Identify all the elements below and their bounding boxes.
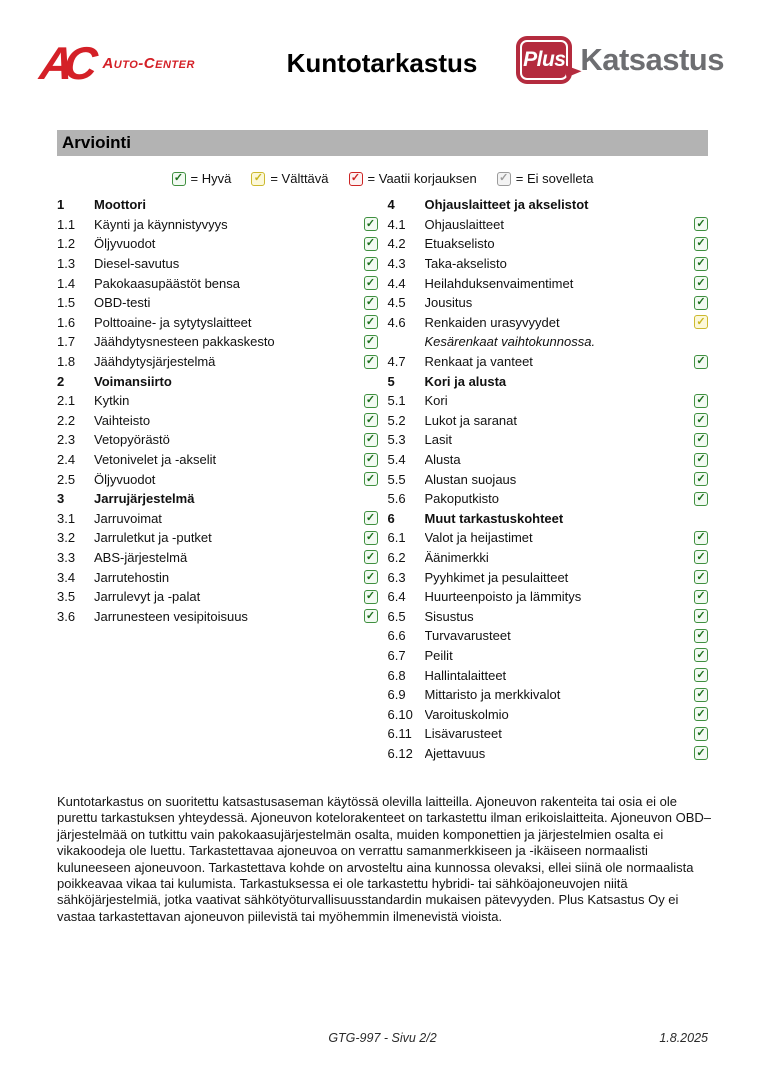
item-number: 1.3 (57, 256, 76, 272)
item-number: 2.2 (57, 412, 76, 428)
item-status (362, 217, 378, 231)
item-number: 2.5 (57, 471, 76, 487)
item-number: 1.6 (57, 314, 76, 330)
check-fair-icon: ✓ (251, 172, 265, 186)
arviointi-section-bar (57, 130, 708, 156)
checklist-item (57, 411, 378, 431)
check-good-icon: ✓ (364, 355, 378, 369)
item-note-row (388, 332, 709, 352)
item-number: 6.6 (387, 628, 406, 644)
item-number: 6.12 (387, 745, 413, 761)
item-number: 3.6 (57, 608, 76, 624)
check-good-icon: ✓ (364, 296, 378, 310)
check-good-icon: ✓ (364, 237, 378, 251)
page-header (37, 34, 724, 98)
legend-item-poor (349, 171, 477, 186)
checklist-item (388, 744, 709, 764)
item-number: 6.1 (387, 530, 406, 546)
item-label: Lisävarusteet (424, 726, 502, 742)
section-header (57, 195, 378, 215)
disclaimer-text: Kuntotarkastus on suoritettu katsastusaseman käytössä olevilla laitteilla. Ajoneuvon rakenteita tai osia ei ole purettu tarkastuksen yhteydessä. Ajoneuvon kotelorakenteet on tarkastettu ilman erikoislaitteita. Ajoneuvon OBD–järjestelmää on tutkittu vain pakokaasujärjestelmän osalta, muiden komponettien ja järjestelmien osalta ei vikakoodeja ole luettu. Tarkastettavaa ajoneuvoa on verrattu samanmerkkiseen ja -ikäiseen normaalisti kuluneeseen ajoneuvoon. Tarkastettava kohde on arvosteltu aina kunnossa olevaksi, ellei siinä ole normaalista poikkeavaa vikaa tai kulumista. Tarkastuksessa ei ole tarkastettu hybridi- tai sähköajoneuvojen niitä sähköjärjestelmiä, jotka vaativat sähkötyöturvallisuusstandardin mukaisen pätevyyden. Plus Katsastus Oy ei vastaa tarkastettavan ajoneuvon piilevistä tai myöhemmin ilmenevistä vioista. (57, 794, 711, 924)
item-label: Mittaristo ja merkkivalot (424, 687, 561, 703)
item-label: Peilit (424, 647, 453, 663)
check-good-icon: ✓ (694, 492, 708, 506)
check-good-icon: ✓ (364, 413, 378, 427)
item-status (692, 217, 708, 231)
checklist-item (388, 254, 709, 274)
item-label: Jarruletkut ja -putket (94, 530, 212, 546)
item-status (692, 296, 708, 310)
checklist-column-right (388, 195, 709, 763)
section-header (388, 509, 709, 529)
checklist-item (388, 234, 709, 254)
check-good-icon: ✓ (694, 217, 708, 231)
item-label: Jarrunesteen vesipitoisuus (94, 608, 248, 624)
item-number: 1.7 (57, 334, 76, 350)
item-status (692, 727, 708, 741)
item-number: 4.6 (387, 314, 406, 330)
check-good-icon: ✓ (694, 629, 708, 643)
check-good-icon: ✓ (364, 453, 378, 467)
checklist-item (388, 704, 709, 724)
item-label: Jarruvoimat (94, 510, 162, 526)
legend-label: = Vaatii korjauksen (367, 171, 477, 186)
check-good-icon: ✓ (364, 570, 378, 584)
item-status (692, 237, 708, 251)
check-good-icon: ✓ (364, 433, 378, 447)
checklist-item (57, 215, 378, 235)
checklist-item (57, 391, 378, 411)
checklist-item (57, 293, 378, 313)
checklist-item (388, 646, 709, 666)
item-status (362, 257, 378, 271)
section-number: 5 (387, 373, 395, 389)
section-number: 2 (57, 373, 65, 389)
checklist-item (57, 450, 378, 470)
item-label: Varoituskolmio (424, 706, 509, 722)
item-label: Kytkin (94, 393, 130, 409)
arviointi-title: Arviointi (62, 133, 131, 152)
item-number: 6.2 (387, 549, 406, 565)
auto-center-monogram-icon: AC (37, 37, 92, 89)
check-good-icon: ✓ (694, 688, 708, 702)
item-status (692, 394, 708, 408)
item-label: Lasit (424, 432, 452, 448)
item-number: 3.1 (57, 510, 76, 526)
item-label: Turvavarusteet (424, 628, 511, 644)
check-good-icon: ✓ (694, 550, 708, 564)
item-status (692, 433, 708, 447)
checklist-item (388, 724, 709, 744)
item-label: Jarrulevyt ja -palat (94, 589, 201, 605)
check-good-icon: ✓ (694, 276, 708, 290)
item-label: Lukot ja saranat (424, 412, 518, 428)
legend-item-fair (251, 171, 328, 186)
checklist-item (388, 665, 709, 685)
section-header (57, 489, 378, 509)
item-status (362, 531, 378, 545)
item-note: Kesärenkaat vaihtokunnossa. (424, 334, 596, 350)
item-status (362, 394, 378, 408)
checklist-item (388, 528, 709, 548)
item-number: 1.5 (57, 295, 76, 311)
katsastus-label: Katsastus (580, 42, 724, 77)
item-status (362, 296, 378, 310)
item-label: OBD-testi (94, 295, 151, 311)
item-status (362, 609, 378, 623)
check-good-icon: ✓ (364, 276, 378, 290)
checklist-item (388, 469, 709, 489)
item-label: Öljyvuodot (94, 471, 156, 487)
report-date: 1.8.2025 (659, 1031, 708, 1045)
item-number: 1.2 (57, 236, 76, 252)
item-status (692, 472, 708, 486)
item-label: Valot ja heijastimet (424, 530, 533, 546)
section-title: Moottori (94, 197, 146, 213)
item-number: 2.4 (57, 452, 76, 468)
item-label: Jarrutehostin (94, 569, 170, 585)
legend-label: = Ei sovelleta (515, 171, 594, 186)
checklist-item (57, 254, 378, 274)
section-header (57, 371, 378, 391)
checklist-item (57, 548, 378, 568)
item-status (362, 511, 378, 525)
check-good-icon: ✓ (694, 257, 708, 271)
checklist-item (388, 685, 709, 705)
item-status (692, 276, 708, 290)
item-number: 5.5 (387, 471, 406, 487)
item-number: 4.2 (387, 236, 406, 252)
check-good-icon: ✓ (364, 511, 378, 525)
section-header (388, 195, 709, 215)
item-status (362, 550, 378, 564)
item-number: 3.2 (57, 530, 76, 546)
checklist-item (388, 626, 709, 646)
item-label: Vetonivelet ja -akselit (94, 452, 217, 468)
item-number: 1.8 (57, 354, 76, 370)
checklist-item (388, 293, 709, 313)
checklist-item (388, 567, 709, 587)
check-fair-icon: ✓ (694, 315, 708, 329)
item-label: ABS-järjestelmä (94, 549, 188, 565)
check-good-icon: ✓ (694, 707, 708, 721)
item-label: Alustan suojaus (424, 471, 517, 487)
item-number: 1.1 (57, 216, 76, 232)
check-good-icon: ✓ (694, 727, 708, 741)
item-number: 2.3 (57, 432, 76, 448)
item-label: Huurteenpoisto ja lämmitys (424, 589, 582, 605)
checklist-item (57, 313, 378, 333)
check-good-icon: ✓ (364, 257, 378, 271)
check-good-icon: ✓ (694, 394, 708, 408)
item-number: 3.4 (57, 569, 76, 585)
item-label: Diesel-savutus (94, 256, 180, 272)
checklist-item (388, 273, 709, 293)
check-good-icon: ✓ (694, 590, 708, 604)
item-status (362, 276, 378, 290)
page-info: GTG-997 - Sivu 2/2 (328, 1031, 437, 1045)
page-title: Kuntotarkastus (286, 48, 478, 78)
item-status (692, 707, 708, 721)
item-number: 6.10 (387, 706, 413, 722)
checklist-item (57, 509, 378, 529)
item-number: 4.4 (387, 275, 406, 291)
check-good-icon: ✓ (694, 531, 708, 545)
checklist-item (388, 548, 709, 568)
item-status (362, 472, 378, 486)
check-good-icon: ✓ (694, 433, 708, 447)
item-label: Alusta (424, 452, 461, 468)
auto-center-label: Auto-Center (102, 54, 195, 72)
check-good-icon: ✓ (694, 746, 708, 760)
item-label: Käynti ja käynnistyvyys (94, 216, 228, 232)
item-label: Pakoputkisto (424, 491, 499, 507)
item-status (692, 688, 708, 702)
item-label: Pakokaasupäästöt bensa (94, 275, 240, 291)
check-good-icon: ✓ (694, 296, 708, 310)
item-label: Vaihteisto (94, 412, 151, 428)
item-number: 4.7 (387, 354, 406, 370)
check-good-icon: ✓ (694, 609, 708, 623)
item-label: Renkaiden urasyvyydet (424, 314, 560, 330)
page-footer (57, 1031, 708, 1049)
checklist-item (57, 430, 378, 450)
check-good-icon: ✓ (694, 472, 708, 486)
check-good-icon: ✓ (172, 172, 186, 186)
check-good-icon: ✓ (364, 394, 378, 408)
item-label: Ohjauslaitteet (424, 216, 504, 232)
item-number: 6.4 (387, 589, 406, 605)
item-number: 5.3 (387, 432, 406, 448)
item-status (692, 531, 708, 545)
check-good-icon: ✓ (694, 413, 708, 427)
item-number: 6.5 (387, 608, 406, 624)
item-number: 4.1 (387, 216, 406, 232)
section-title: Kori ja alusta (424, 373, 507, 389)
item-status (362, 355, 378, 369)
check-good-icon: ✓ (694, 453, 708, 467)
item-number: 3.3 (57, 549, 76, 565)
item-status (362, 433, 378, 447)
item-label: Polttoaine- ja sytytyslaitteet (94, 314, 252, 330)
section-title: Ohjauslaitteet ja akselistot (424, 197, 589, 213)
check-good-icon: ✓ (364, 550, 378, 564)
item-label: Jäähdytysjärjestelmä (94, 354, 216, 370)
item-label: Vetopyörästö (94, 432, 170, 448)
check-na-icon: ✓ (497, 172, 511, 186)
legend-label: = Välttävä (270, 171, 329, 186)
item-number: 4.5 (387, 295, 406, 311)
item-label: Etuakselisto (424, 236, 495, 252)
item-number: 6.7 (387, 647, 406, 663)
plus-katsastus-logo (516, 36, 724, 84)
section-number: 1 (57, 197, 65, 213)
item-status (692, 570, 708, 584)
item-status (692, 257, 708, 271)
item-status (692, 668, 708, 682)
check-good-icon: ✓ (694, 648, 708, 662)
section-title: Jarrujärjestelmä (94, 491, 195, 507)
checklist-column-left (57, 195, 378, 763)
checklist-item (388, 587, 709, 607)
item-label: Äänimerkki (424, 549, 489, 565)
item-status (692, 453, 708, 467)
item-status (362, 413, 378, 427)
item-number: 6.11 (387, 726, 412, 742)
checklist-item (388, 313, 709, 333)
checklist-item (57, 469, 378, 489)
item-status (692, 492, 708, 506)
item-status (362, 335, 378, 349)
item-status (692, 413, 708, 427)
status-legend (57, 171, 708, 186)
item-number: 6.3 (387, 569, 406, 585)
checklist-item (57, 332, 378, 352)
item-status (362, 315, 378, 329)
checklist-item (57, 587, 378, 607)
checklist-item (388, 430, 709, 450)
checklist-item (388, 215, 709, 235)
checklist-item (388, 352, 709, 372)
item-label: Sisustus (424, 608, 474, 624)
item-number: 6.8 (387, 667, 406, 683)
item-label: Jäähdytysnesteen pakkaskesto (94, 334, 275, 350)
check-good-icon: ✓ (694, 237, 708, 251)
item-status (362, 590, 378, 604)
inspection-checklist (57, 195, 708, 763)
legend-label: = Hyvä (190, 171, 232, 186)
item-status (692, 746, 708, 760)
item-label: Hallintalaitteet (424, 667, 507, 683)
item-label: Jousitus (424, 295, 473, 311)
item-number: 1.4 (57, 275, 76, 291)
plus-badge-icon (516, 36, 572, 84)
section-number: 4 (387, 197, 395, 213)
item-number: 3.5 (57, 589, 76, 605)
item-status (362, 570, 378, 584)
plus-badge-label: Plus (523, 48, 566, 71)
item-label: Renkaat ja vanteet (424, 354, 533, 370)
item-label: Öljyvuodot (94, 236, 156, 252)
checklist-item (388, 450, 709, 470)
legend-item-good (172, 171, 232, 186)
checklist-item (388, 411, 709, 431)
item-number: 6.9 (387, 687, 406, 703)
item-status (692, 609, 708, 623)
item-label: Pyyhkimet ja pesulaitteet (424, 569, 569, 585)
item-label: Kori (424, 393, 448, 409)
checklist-item (57, 606, 378, 626)
section-number: 6 (387, 510, 395, 526)
item-status (362, 237, 378, 251)
item-status (692, 355, 708, 369)
section-title: Voimansiirto (94, 373, 172, 389)
checklist-item (57, 352, 378, 372)
check-poor-icon: ✓ (349, 172, 363, 186)
check-good-icon: ✓ (694, 355, 708, 369)
check-good-icon: ✓ (694, 668, 708, 682)
check-good-icon: ✓ (364, 472, 378, 486)
checklist-item (57, 567, 378, 587)
item-status (692, 648, 708, 662)
check-good-icon: ✓ (364, 335, 378, 349)
item-number: 5.2 (387, 412, 406, 428)
checklist-item (388, 489, 709, 509)
section-header (388, 371, 709, 391)
item-label: Heilahduksenvaimentimet (424, 275, 574, 291)
check-good-icon: ✓ (364, 217, 378, 231)
checklist-item (388, 606, 709, 626)
item-label: Taka-akselisto (424, 256, 507, 272)
section-number: 3 (57, 491, 65, 507)
item-status (692, 590, 708, 604)
item-number: 5.4 (387, 452, 406, 468)
checklist-item (57, 273, 378, 293)
check-good-icon: ✓ (364, 531, 378, 545)
legend-item-na (497, 171, 594, 186)
item-status (362, 453, 378, 467)
item-status (692, 315, 708, 329)
item-number: 2.1 (57, 393, 76, 409)
check-good-icon: ✓ (364, 315, 378, 329)
check-good-icon: ✓ (364, 590, 378, 604)
item-number: 5.1 (387, 393, 406, 409)
section-title: Muut tarkastuskohteet (424, 510, 564, 526)
check-good-icon: ✓ (694, 570, 708, 584)
item-number: 5.6 (387, 491, 406, 507)
item-label: Ajettavuus (424, 745, 486, 761)
check-good-icon: ✓ (364, 609, 378, 623)
item-number: 4.3 (387, 256, 406, 272)
item-status (692, 550, 708, 564)
item-status (692, 629, 708, 643)
checklist-item (57, 234, 378, 254)
checklist-item (57, 528, 378, 548)
checklist-item (388, 391, 709, 411)
